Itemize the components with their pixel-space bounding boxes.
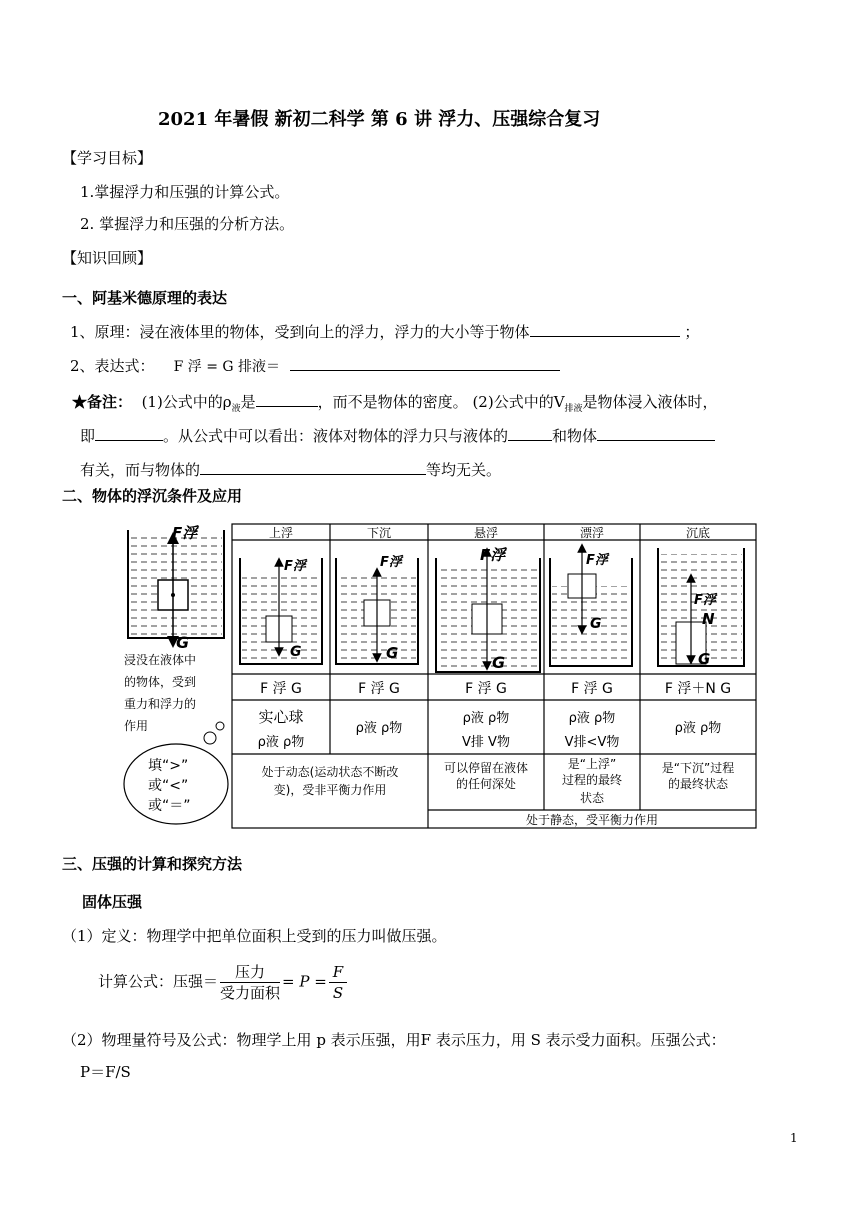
beaker-bottom [658,548,744,668]
svg-text:可以停留在液体: 可以停留在液体 [443,761,529,775]
col-header-bottom: 沉底 [685,526,711,540]
svg-text:ρ液 ρ物: ρ液 ρ物 [674,721,722,736]
answer-blank[interactable] [95,426,163,441]
fraction-fs: $\frac{F}{S}$ [329,962,347,1003]
principle-line [70,322,699,342]
section-3-heading: 三、压强的计算和探究方法 [62,855,243,873]
note-line-3 [80,460,501,480]
note-text: 有关，而与物体的 [80,461,201,479]
svg-text:ρ液 ρ物: ρ液 ρ物 [355,721,403,736]
note-text: 等均无关。 [426,461,502,479]
section-2-heading: 二、物体的浮沉条件及应用 [62,487,243,505]
principle-end: ； [684,323,700,341]
svg-text:G: G [698,650,711,668]
svg-text:G: G [290,644,302,660]
answer-blank[interactable] [256,392,318,407]
pressure-symbols-end: P＝F/S [80,1063,131,1081]
answer-blank[interactable] [597,426,715,441]
svg-text:F浮: F浮 [586,553,608,568]
svg-text:G: G [386,644,399,662]
svg-text:N: N [702,610,715,628]
formula-prefix: 计算公式：压强＝ [98,972,219,991]
svg-text:ρ液 ρ物: ρ液 ρ物 [568,711,616,726]
note-label: ★备注： [72,393,133,411]
side-beaker [128,524,224,652]
column-headers [269,525,710,540]
answer-blank[interactable] [508,426,552,441]
svg-text:F 浮 G: F 浮 G [260,681,302,697]
svg-text:过程的最终: 过程的最终 [561,773,623,787]
svg-text:重力和浮力的: 重力和浮力的 [124,697,197,711]
note-line-2 [80,426,715,446]
svg-text:变)，受非平衡力作用: 变)，受非平衡力作用 [273,783,387,797]
note-text: 和物体 [552,427,598,445]
svg-text:浸没在液体中: 浸没在液体中 [124,653,197,667]
formula-prefix: 2、表达式： [70,357,155,375]
svg-text:实心球: 实心球 [258,708,304,726]
state-row [262,756,735,827]
page-title: 2021 年暑假 新初二科学 第 6 讲 浮力、压强综合复习 [158,109,601,130]
note-text: 即 [80,427,96,445]
svg-text:F 浮 G: F 浮 G [571,681,613,697]
answer-blank[interactable] [200,460,426,475]
beaker-rise [240,558,322,664]
svg-text:F浮: F浮 [480,546,506,564]
col-header-float: 漂浮 [579,526,605,540]
svg-text:ρ液 ρ物: ρ液 ρ物 [462,711,510,726]
hint-bubble [124,722,228,824]
review-heading: 【知识回顾】 [62,249,153,267]
formula-text: F 浮 = G 排液＝ [173,359,281,375]
col-header-sink: 下沉 [366,526,392,540]
formula-line [70,356,560,377]
svg-text:是“下沉”过程: 是“下沉”过程 [661,761,735,775]
section-1-heading: 一、阿基米德原理的表达 [62,289,228,307]
answer-blank[interactable] [530,322,680,337]
goals-heading: 【学习目标】 [62,149,153,167]
pressure-formula [98,962,349,1003]
svg-text:作用: 作用 [124,719,149,733]
beaker-float [550,548,632,666]
note-sub: 排液 [564,404,583,414]
svg-text:F 浮 G: F 浮 G [465,681,507,697]
svg-text:G: G [492,653,506,672]
formula-equals: = P = [282,972,327,991]
note-text: 是物体浸入液体时， [582,393,718,411]
svg-text:G: G [590,616,602,632]
svg-text:V排<V物: V排<V物 [564,735,620,750]
pressure-definition: （1）定义：物理学中把单位面积上受到的压力叫做压强。 [62,927,447,945]
svg-text:的任何深处: 的任何深处 [455,777,517,791]
svg-text:ρ液 ρ物: ρ液 ρ物 [257,735,305,750]
note-text: 是 [240,393,256,411]
beaker-suspend [436,546,540,672]
svg-text:是“上浮”: 是“上浮” [567,757,617,771]
svg-text:处于静态，受平衡力作用: 处于静态，受平衡力作用 [525,813,659,827]
principle-text: 1、原理：浸在液体里的物体，受到向上的浮力，浮力的大小等于物体 [70,323,530,341]
svg-text:的最终状态: 的最终状态 [667,777,729,791]
force-label-f: F浮 [172,524,198,542]
svg-text:V排 V物: V排 V物 [462,735,510,750]
note-text: (1)公式中的ρ [141,393,232,411]
note-line [72,392,718,419]
svg-text:或“<”: 或“<” [148,778,189,794]
sub-heading: 固体压强 [82,893,143,911]
svg-text:F浮: F浮 [380,555,402,570]
col-header-suspend: 悬浮 [473,526,499,540]
goal-item: 2. 掌握浮力和压强的分析方法。 [80,215,295,233]
svg-text:F 浮 G: F 浮 G [358,681,400,697]
svg-text:处于动态(运动状态不断改: 处于动态(运动状态不断改 [261,765,399,779]
page-number: 1 [790,1131,798,1145]
force-label-g: G [176,633,190,652]
svg-text:F浮: F浮 [694,593,716,608]
answer-blank[interactable] [290,356,560,371]
beaker-sink [336,554,418,664]
fraction: $\frac{\text{压力}}{\text{受力面积}}$ [220,963,281,1002]
side-caption [124,652,196,733]
buoyancy-figure [120,518,760,834]
svg-text:填“>”: 填“>” [148,758,189,774]
svg-text:F 浮＋N G: F 浮＋N G [664,681,732,697]
col-header-rise: 上浮 [268,526,294,540]
density-row [258,708,722,750]
svg-text:的物体，受到: 的物体，受到 [124,675,197,689]
note-text: 。从公式中可以看出：液体对物体的浮力只与液体的 [163,427,509,445]
pressure-symbols: （2）物理量符号及公式：物理学上用 p 表示压强，用F 表示压力，用 S 表示受力面积。压强公式： [62,1031,726,1049]
svg-text:状态: 状态 [579,791,605,805]
svg-text:或“＝”: 或“＝” [148,798,191,814]
goal-item: 1.掌握浮力和压强的计算公式。 [80,183,290,201]
svg-text:F浮: F浮 [284,559,306,574]
relation-row [260,681,731,697]
note-sub: 液 [231,404,241,414]
note-text: ，而不是物体的密度。 (2)公式中的V [317,393,565,411]
